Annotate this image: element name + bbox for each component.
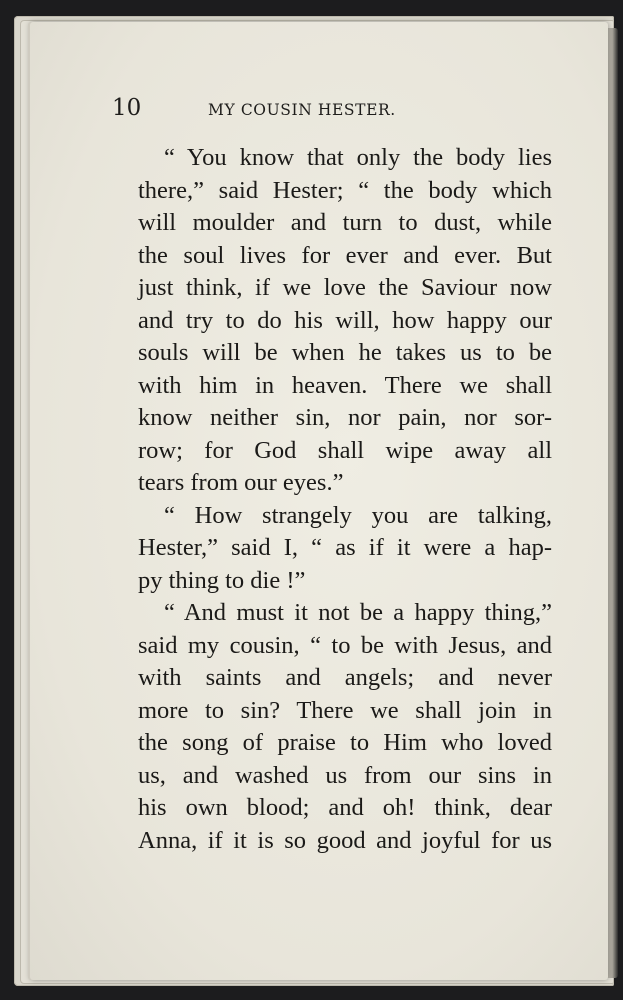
text-line: the song of praise to Him who loved [138, 729, 552, 756]
text-line: know neither sin, nor pain, nor sor- [138, 404, 552, 431]
text-line: us, and washed us from our sins in [138, 761, 552, 789]
text-line: “ You know that only the body lies [164, 144, 552, 171]
text-line: row; for God shall wipe away all [138, 436, 552, 464]
text-line: more to sin? There we shall join in [138, 696, 552, 724]
text-line: with saints and angels; and never [138, 664, 552, 691]
text-line: Anna, if it is so good and joyful for us [138, 826, 552, 854]
text-line: his own blood; and oh! think, dear [138, 794, 552, 821]
text-line: tears from our eyes.” [138, 469, 344, 496]
text-line: py thing to die !” [138, 566, 306, 594]
body-text [138, 142, 552, 857]
text-line: Hester,” said I, “ as if it were a hap- [138, 534, 552, 561]
page-number: 10 [112, 95, 142, 121]
text-line: just think, if we love the Saviour now [138, 274, 552, 301]
text-line: with him in heaven. There we shall [138, 371, 552, 399]
text-line: souls will be when he takes us to be [138, 339, 552, 366]
text-line: will moulder and turn to dust, while [138, 209, 552, 236]
running-head [112, 88, 542, 128]
running-title: MY COUSIN HESTER. [208, 101, 396, 119]
text-line: said my cousin, “ to be with Jesus, and [138, 631, 552, 659]
text-line: and try to do his will, how happy our [138, 306, 552, 334]
text-line: the soul lives for ever and ever. But [138, 241, 552, 269]
text-line: “ And must it not be a happy thing,” [164, 599, 552, 626]
text-line: “ How strangely you are talking, [164, 501, 552, 529]
text-line: there,” said Hester; “ the body which [138, 176, 552, 204]
